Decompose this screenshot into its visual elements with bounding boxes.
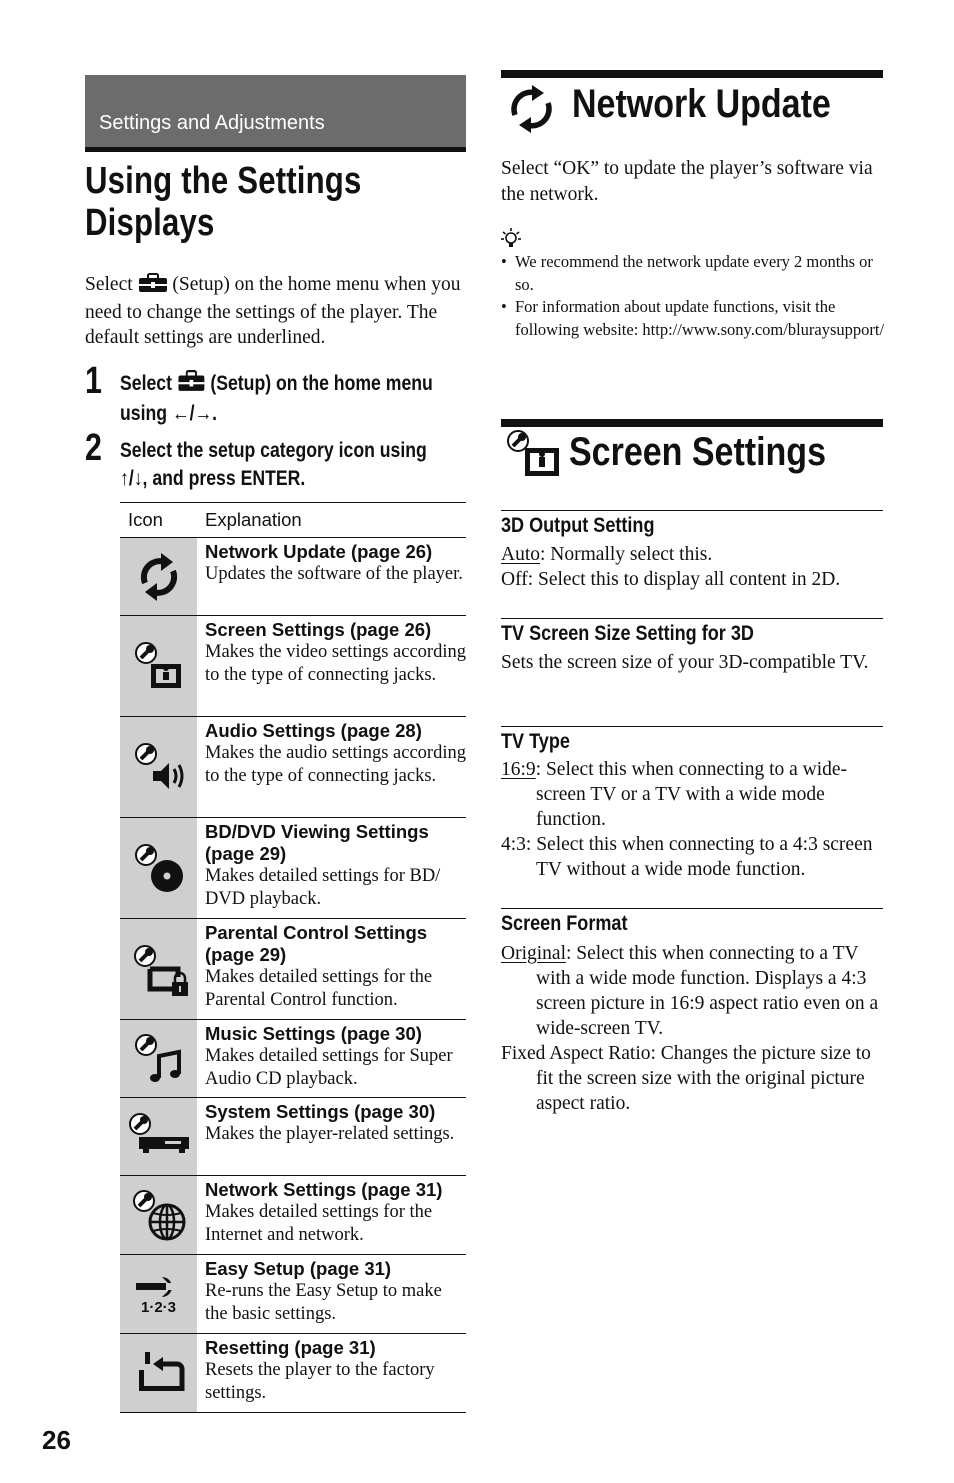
screen-settings-icon [120,616,197,716]
table-header [120,502,466,538]
hint-item: • For information about update functions, visit the following website: http://www.sony.com/bluraysupport/ [501,297,885,339]
page-title [85,160,429,244]
table-row [120,616,466,717]
network-settings-icon [120,1176,197,1254]
hint-item: • We recommend the network update every 2 months or so. [501,252,873,294]
option-item [501,941,885,1041]
option-key: Original [501,943,566,964]
row-desc: Updates the software of the player. [205,564,463,584]
row-text [197,1020,466,1097]
settings-category-table [120,502,466,1413]
row-text [197,1176,466,1254]
row-text [197,1098,466,1175]
table-row [120,1176,466,1255]
table-row [120,1098,466,1176]
section-divider [501,618,883,619]
option-text: : Changes the picture size to fit the screen size with the original picture aspect ratio. [536,1043,871,1114]
row-desc: Makes the audio settings according to the type of connecting jacks. [205,743,466,786]
option-item [501,757,885,832]
system-settings-icon [120,1098,197,1175]
network-update-body: Select “OK” to update the player’s software via the network. [501,158,873,205]
row-title: Network Settings (page 31) [205,1179,443,1200]
option-item [501,832,885,882]
disc-settings-icon [120,818,197,918]
option-key: 4:3 [501,834,526,855]
step-1-after: (Setup) on the home menu [205,372,433,395]
row-title: Audio Settings (page 28) [205,720,422,741]
row-title: Easy Setup (page 31) [205,1258,392,1279]
row-text [197,919,466,1019]
step-2-line-2: ↑/↓, and press ENTER. [120,467,306,490]
toolbox-icon [138,273,168,300]
section-band [85,75,466,147]
option-text: : Select this when connecting to a 4:3 screen TV without a wide mode function. [525,834,873,880]
option-text: : Select this when connecting to a TV with a wide mode function. Displays a 4:3 screen picture in 16:9 aspect ratio even on a wide-screen TV. [536,943,879,1039]
hint-text: For information about update functions, visit the following website: http://www.sony.com/bluraysupport/ [515,297,885,339]
screen-settings-heading-icon [503,428,563,483]
row-title: BD/DVD Viewing Settings (page 29) [205,821,429,864]
screen-settings-rule [501,419,883,427]
option-text: : Select this to display all content in 2D. [527,569,841,590]
option-text: : Normally select this. [540,544,713,565]
screen-settings-title: Screen Settings [569,430,826,474]
intro-text-before: Select [85,274,133,295]
step-1-before: Select [120,372,172,395]
step-1-number: 1 [85,360,102,402]
network-update-title: Network Update [572,82,831,126]
table-row [120,919,466,1020]
network-update-rule [501,70,883,78]
music-settings-icon [120,1020,197,1097]
network-update-heading-icon [503,83,561,140]
row-desc: Makes detailed settings for Super Audio CD playback. [205,1046,453,1089]
easy-setup-icon [120,1255,197,1333]
table-row [120,1255,466,1334]
table-row [120,538,466,616]
tv-screen-size-heading: TV Screen Size Setting for 3D [501,622,754,645]
network-update-icon [120,538,197,615]
section-divider [501,726,883,727]
row-desc: Makes the player-related settings. [205,1124,455,1144]
step-2-text [120,437,464,493]
page-title-line-2: Displays [85,202,215,244]
option-key: 16:9 [501,759,536,780]
option-item [501,567,885,592]
easy-setup-icon-text: 1·2·3 [140,1298,177,1316]
row-text [197,1334,466,1412]
option-key: Fixed Aspect Ratio [501,1043,651,1064]
header-icon: Icon [128,509,163,530]
row-desc: Makes detailed settings for the Internet and network. [205,1202,433,1245]
3d-output-options [501,542,885,592]
hint-list [501,251,886,341]
page-number: 26 [42,1425,71,1455]
row-title: Music Settings (page 30) [205,1023,422,1044]
resetting-icon [120,1334,197,1412]
step-1-text [120,370,464,428]
parental-control-icon [120,919,197,1019]
section-divider [501,908,883,909]
row-text [197,717,466,817]
row-text [197,1255,466,1333]
screen-format-options [501,941,885,1116]
toolbox-icon [177,370,206,400]
row-text [197,818,466,918]
section-divider [501,510,883,511]
table-row [120,1334,466,1413]
intro-paragraph [85,272,470,350]
table-row [120,717,466,818]
intro-text-after: (Setup) on the home menu when you need to change the settings of the player. The default settings are underlined. [85,274,461,348]
row-text [197,616,466,716]
section-label: Settings and Adjustments [99,112,325,134]
row-title: Screen Settings (page 26) [205,619,432,640]
3d-output-heading: 3D Output Setting [501,514,655,537]
table-row [120,1020,466,1098]
option-text: : Select this when connecting to a wide-screen TV or a TV with a wide mode function. [535,759,848,830]
option-item [501,1041,885,1116]
row-title: Parental Control Settings (page 29) [205,922,428,965]
step-1-line-2: using ←/→. [120,402,218,425]
row-desc: Resets the player to the factory settings. [205,1360,435,1403]
option-item [501,542,885,567]
tv-screen-size-body: Sets the screen size of your 3D-compatible TV. [501,652,869,673]
table-row [120,818,466,919]
option-key: Auto [501,544,540,565]
row-text [197,538,466,615]
tv-type-options [501,757,885,882]
screen-format-heading: Screen Format [501,912,628,935]
row-title: Resetting (page 31) [205,1337,376,1358]
row-desc: Re-runs the Easy Setup to make the basic settings. [205,1281,442,1324]
row-desc: Makes the video settings according to the type of connecting jacks. [205,642,466,685]
option-key: Off [501,569,528,590]
tv-type-heading: TV Type [501,730,570,753]
audio-settings-icon [120,717,197,817]
row-desc: Makes detailed settings for BD/ DVD playback. [205,866,441,909]
hint-text: We recommend the network update every 2 months or so. [515,252,873,294]
row-desc: Makes detailed settings for the Parental Control function. [205,967,433,1010]
row-title: System Settings (page 30) [205,1101,436,1122]
step-2-number: 2 [85,427,102,469]
page-title-line-1: Using the Settings [85,160,362,202]
header-explanation: Explanation [205,509,302,530]
section-rule [85,147,466,152]
row-title: Network Update (page 26) [205,541,433,562]
step-2-line-1: Select the setup category icon using [120,439,427,462]
